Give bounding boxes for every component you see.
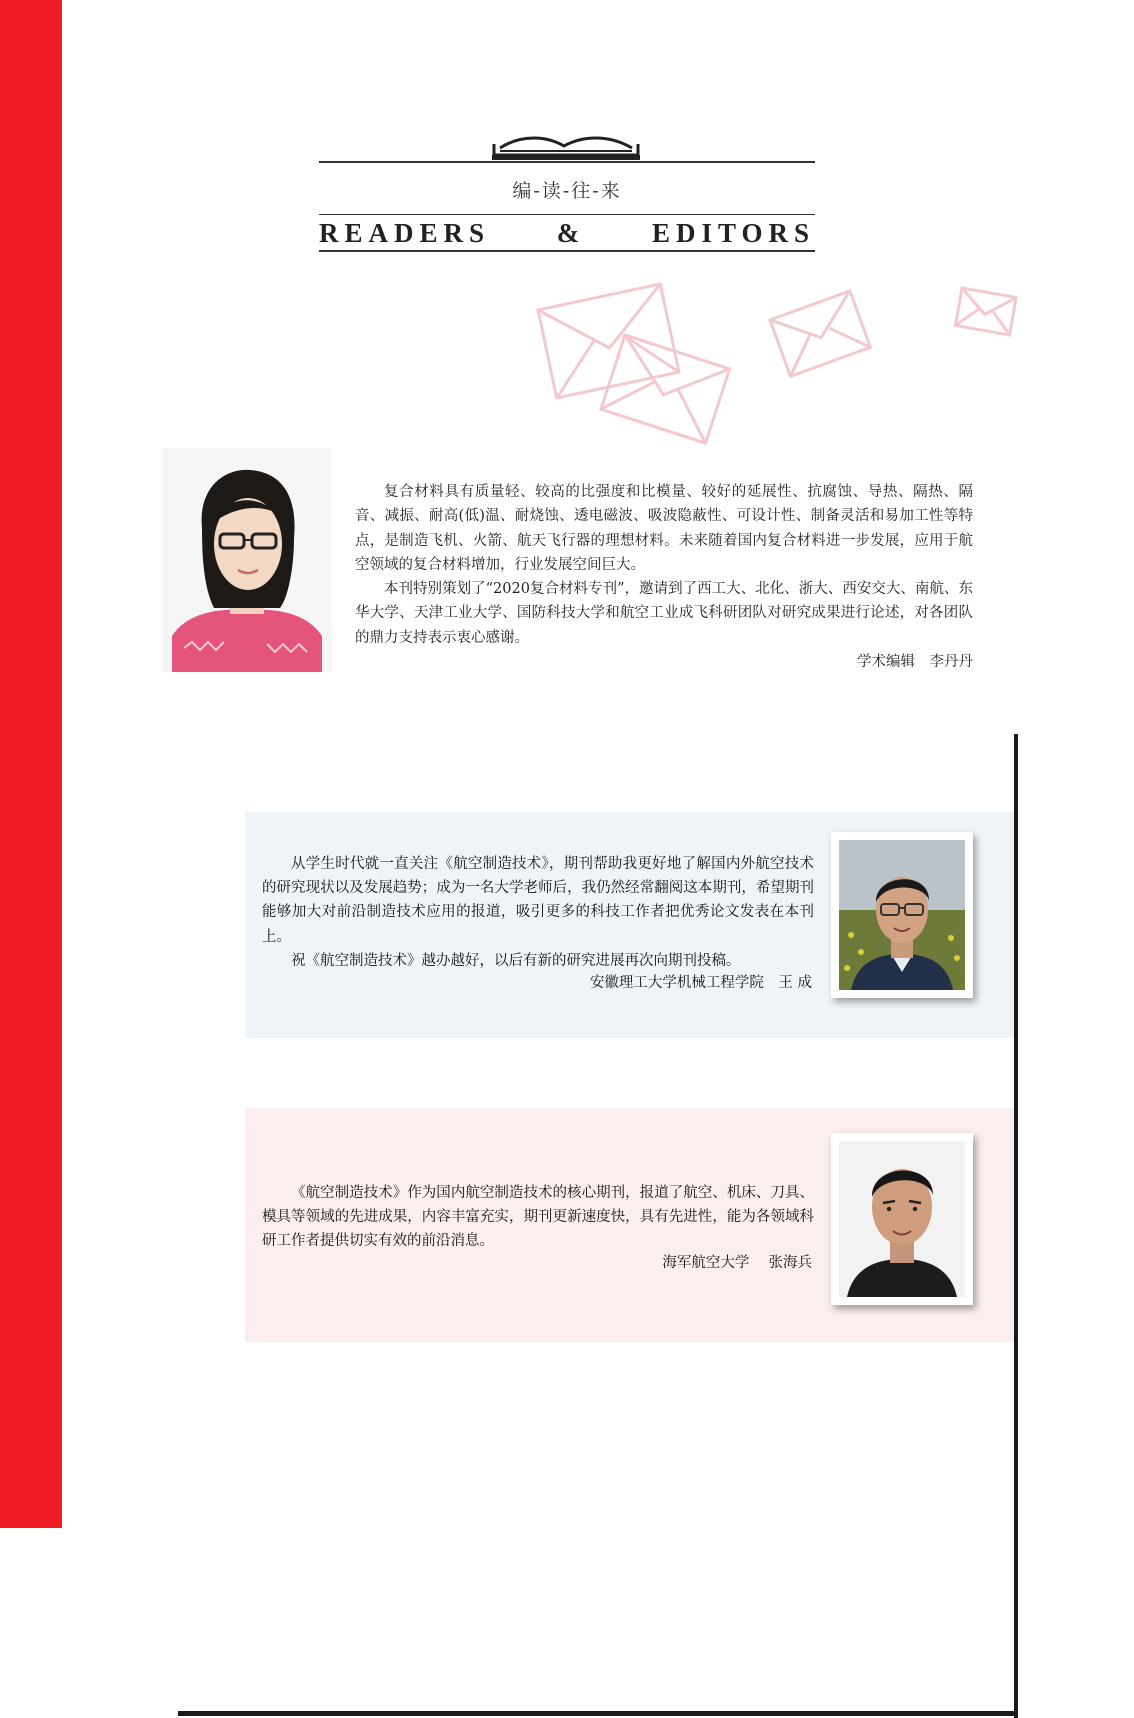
letter-1-text	[262, 852, 814, 973]
editor-paragraph: 复合材料具有质量轻、较高的比强度和比模量、较好的延展性、抗腐蚀、导热、隔热、隔音、减振、耐高(低)温、耐烧蚀、透电磁波、吸波隐蔽性、可设计性、制备灵活和易加工性等特点，是制造飞机、火箭、航天飞行器的理想材料。未来随着国内复合材料进一步发展，应用于航空领域的复合材料增加，行业发展空间巨大。	[355, 484, 973, 573]
letter-paragraph: 从学生时代就一直关注《航空制造技术》，期刊帮助我更好地了解国内外航空技术的研究现状以及发展趋势；成为一名大学老师后，我仍然经常翻阅这本期刊，希望期刊能够加大对前沿制造技术应用的报道，吸引更多的科技工作者把优秀论文发表在本刊上。	[262, 856, 814, 945]
envelope-icon	[601, 335, 730, 443]
envelope-icon	[770, 291, 870, 376]
section-title-en	[319, 218, 815, 249]
open-book-icon	[492, 130, 640, 160]
letter-paragraph: 祝《航空制造技术》越办越好，以后有新的研究进展再次向期刊投稿。	[291, 952, 741, 969]
reader-1-portrait-image	[839, 840, 965, 990]
header-rule-mid	[319, 214, 815, 215]
title-en-ampersand: &	[556, 218, 586, 248]
editor-portrait-image	[162, 448, 332, 672]
frame-right-line	[1014, 734, 1018, 1718]
header-rule-bottom	[319, 250, 815, 252]
section-title-cn: 编-读-往-来	[512, 180, 622, 202]
letter-2-text	[262, 1181, 814, 1254]
title-en-editors: EDITORS	[651, 218, 815, 248]
envelopes-decoration	[530, 280, 1030, 450]
reader-1-photo-frame	[831, 832, 973, 998]
reader-2-photo-frame	[831, 1133, 973, 1305]
title-en-readers: READERS	[319, 218, 491, 248]
letter-paragraph: 《航空制造技术》作为国内航空制造技术的核心期刊，报道了航空、机床、刀具、模具等领域的先进成果，内容丰富充实，期刊更新速度快，具有先进性，能为各领域科研工作者提供切实有效的前沿消息。	[262, 1185, 814, 1250]
editor-note	[355, 480, 973, 650]
letter-2-signature: 海军航空大学 张海兵	[662, 1255, 812, 1271]
header-rule-top	[319, 161, 815, 163]
editor-paragraph: 本刊特别策划了“2020复合材料专刊”，邀请到了西工大、北化、浙大、西安交大、南航、东华大学、天津工业大学、国防科技大学和航空工业成飞科研团队对研究成果进行论述，对各团队的鼎力支持表示衷心感谢。	[355, 581, 973, 646]
left-accent-bar	[0, 0, 62, 1528]
reader-2-portrait-image	[839, 1141, 965, 1297]
frame-bottom-line	[178, 1711, 1018, 1716]
envelope-icon	[538, 284, 679, 398]
letter-1-signature: 安徽理工大学机械工程学院 王 成	[589, 975, 812, 991]
editor-signature: 学术编辑 李丹丹	[857, 654, 973, 670]
envelope-icon	[955, 288, 1016, 335]
